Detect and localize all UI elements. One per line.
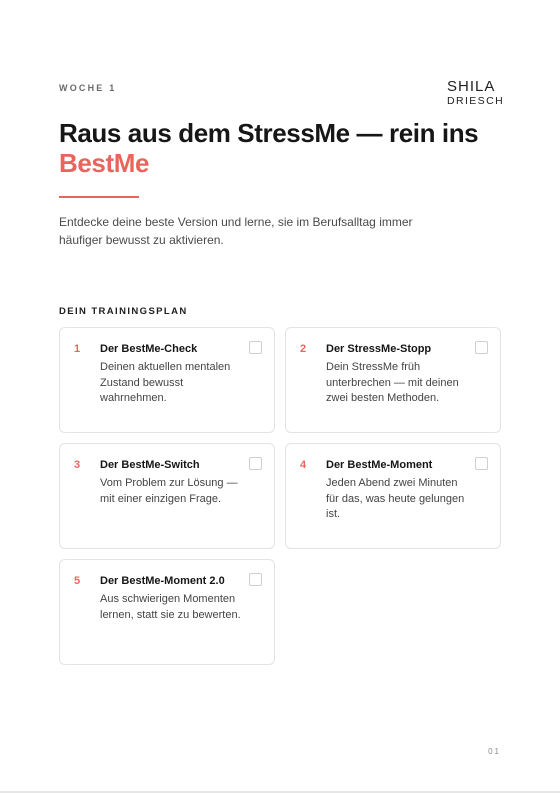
card-title: Der BestMe-Check [100,343,198,355]
training-card-3 [59,443,275,549]
card-number: 5 [74,575,81,587]
checkbox[interactable] [249,457,262,470]
page-number: 01 [488,747,501,756]
training-card-5 [59,559,275,665]
card-title: Der StressMe-Stopp [326,343,432,355]
card-description: Deinen aktuellen mentalen Zustand bewusst wahrnehmen. [100,361,231,404]
week-label: WOCHE 1 [59,83,117,93]
card-number: 4 [300,459,307,471]
training-card-2 [285,327,501,433]
card-description: Aus schwierigen Momenten lernen, statt sie zu bewerten. [100,593,241,621]
logo-line-2: DRIESCH [447,95,505,107]
card-number: 3 [74,459,81,471]
card-title: Der BestMe-Switch [100,459,200,471]
section-heading: DEIN TRAININGSPLAN [59,306,188,317]
page-title [59,118,499,178]
checkbox[interactable] [475,457,488,470]
intro-text: Entdecke deine beste Version und lerne, sie im Berufsalltag immer häufiger bewusst zu aktivieren. [59,215,413,247]
checkbox[interactable] [249,573,262,586]
checkbox[interactable] [475,341,488,354]
checkbox[interactable] [249,341,262,354]
title-accent: BestMe [59,148,150,178]
card-description: Jeden Abend zwei Minuten für das, was heute gelungen ist. [326,477,465,520]
title-main: Raus aus dem StressMe — rein ins [59,118,479,148]
training-card-4 [285,443,501,549]
card-number: 1 [74,343,81,355]
card-number: 2 [300,343,307,355]
logo-line-1: SHILA [447,78,496,95]
card-title: Der BestMe-Moment [326,459,433,471]
training-card-1 [59,327,275,433]
card-title: Der BestMe-Moment 2.0 [100,575,225,587]
card-description: Vom Problem zur Lösung — mit einer einzigen Frage. [100,477,238,505]
title-divider [59,196,139,198]
card-description: Dein StressMe früh unterbrechen — mit deinen zwei besten Methoden. [326,361,459,404]
brand-logo [447,79,503,107]
